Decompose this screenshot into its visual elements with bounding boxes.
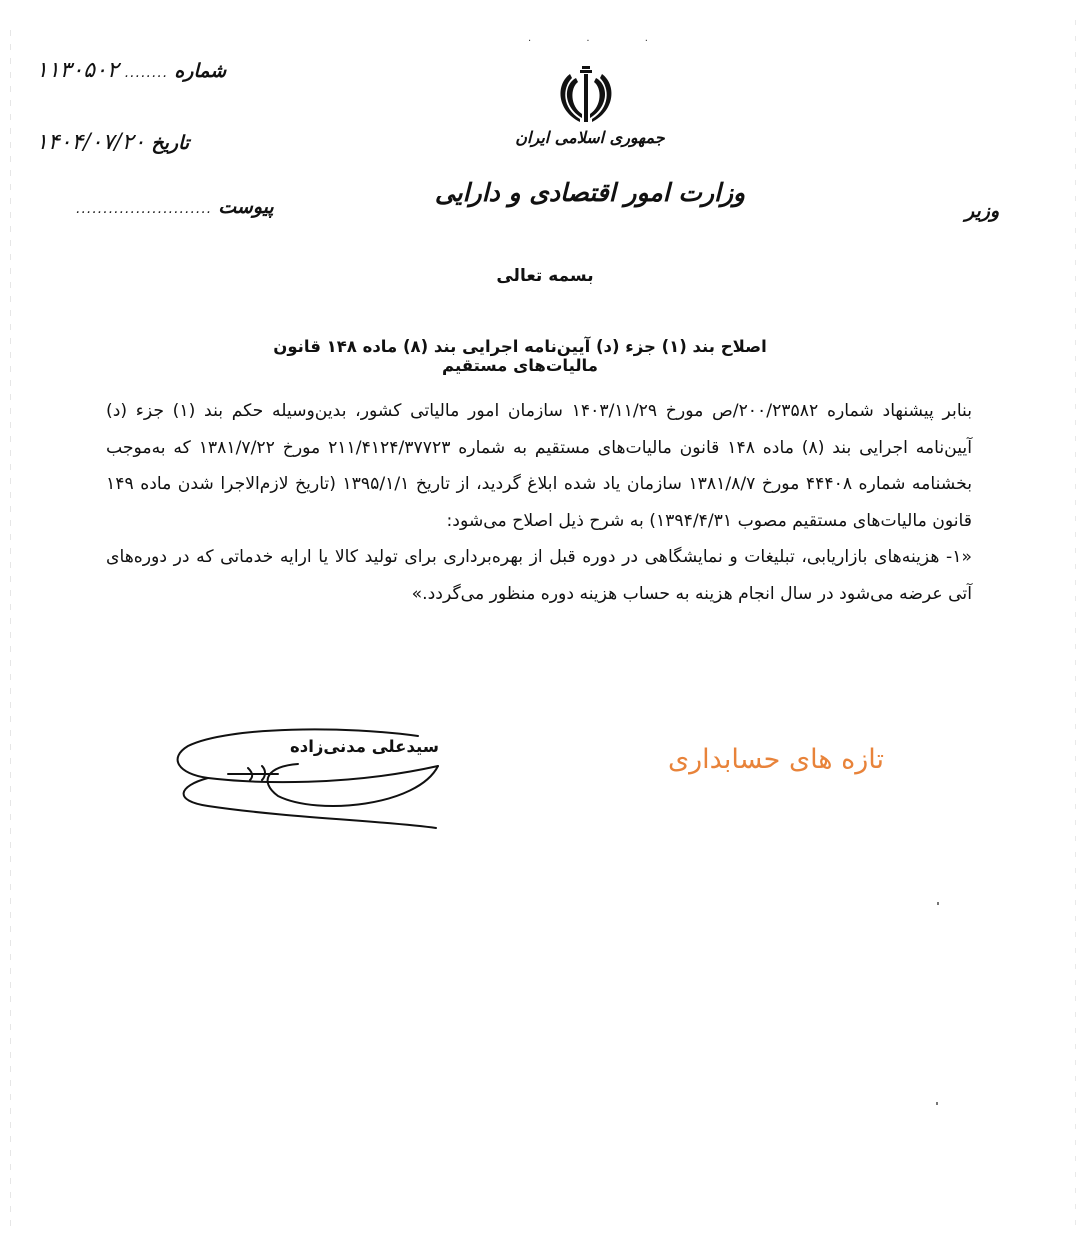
letter-date — [36, 130, 189, 155]
document-subject: اصلاح بند (۱) جزء (د) آیین‌نامه اجرایی بند (۸) ماده ۱۴۸ قانون مالیات‌های مستقیم — [273, 337, 767, 375]
letter-attachment — [76, 196, 274, 218]
republic-title: جمهوری اسلامی ایران — [515, 128, 665, 147]
iran-emblem-icon — [554, 64, 618, 128]
scan-specks: . . . — [528, 33, 674, 44]
signer-name: سیدعلی مدنی‌زاده — [290, 737, 439, 756]
document-body — [106, 393, 972, 612]
amendment-paragraph: «۱- هزینه‌های بازاریابی، تبلیغات و نمایشگاهی در دوره قبل از بهره‌برداری برای تولید کالا یا ارایه خدماتی که در دوره‌های آتی عرضه می‌شود در سال انجام هزینه به حساب هزینه دوره منظور می‌گردد.» — [106, 547, 972, 604]
invocation: بسمه تعالی — [496, 266, 594, 286]
letter-date-label: تاریخ — [151, 132, 190, 154]
scan-edge-left — [10, 30, 11, 1230]
watermark-text: تازه های حسابداری — [668, 744, 885, 775]
leader-dots: ........ — [124, 65, 169, 81]
letter-number-label: شماره — [174, 60, 227, 82]
letter-number-value: ۱۱۳۰۵۰۲ — [36, 58, 119, 83]
letter-date-value: ۱۴۰۴/۰۷/۲۰ — [36, 130, 146, 155]
scan-speck — [936, 1102, 938, 1105]
ministry-title: وزارت امور اقتصادی و دارایی — [434, 178, 746, 207]
minister-label: وزیر — [965, 200, 1000, 222]
letter-attachment-value: ......................... — [76, 201, 213, 217]
body-paragraph: بنابر پیشنهاد شماره ۲۰۰/۲۳۵۸۲/ص مورخ ۱۴۰۳/۱۱/۲۹ سازمان امور مالیاتی کشور، بدین‌وسیله حکم بند (۱) جزء (د) آیین‌نامه اجرایی بند (۸) ماده ۱۴۸ قانون مالیات‌های مستقیم به شماره ۲۱۱/۴۱۲۴/۳۷۷۲۳ مورخ ۱۳۸۱/۷/۲۲ که به‌موجب بخشنامه شماره ۴۴۴۰۸ مورخ ۱۳۸۱/۸/۷ سازمان یاد شده ابلاغ گردید، از تاریخ ۱۳۹۵/۱/۱ (تاریخ لازم‌الاجرا شدن ماده ۱۴۹ قانون مالیات‌های مستقیم مصوب ۱۳۹۴/۴/۳۱) به شرح ذیل اصلاح می‌شود: — [106, 401, 973, 531]
letter-attachment-label: پیوست — [218, 196, 274, 218]
scan-speck — [937, 902, 939, 905]
scan-edge-right — [1075, 20, 1076, 1230]
letter-number — [36, 58, 226, 83]
